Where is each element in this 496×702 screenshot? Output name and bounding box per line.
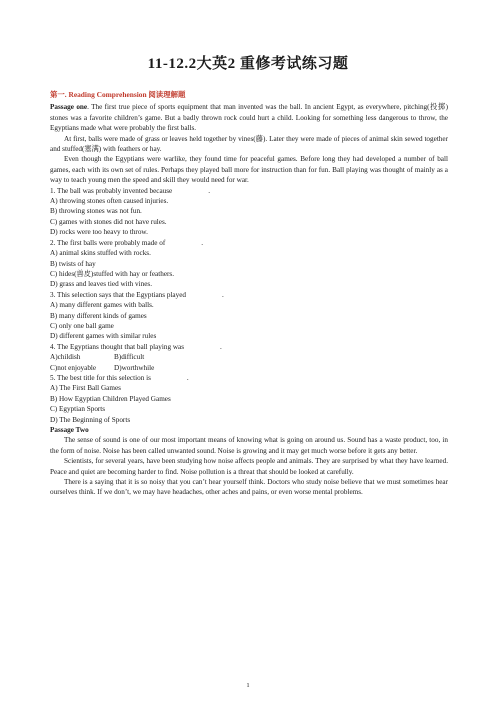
passage2-label: Passage Two <box>50 426 89 434</box>
question-4-options-row-1 <box>50 352 448 362</box>
question-3-option-b: B) many different kinds of games <box>50 311 147 320</box>
section-heading: 第一. Reading Comprehension 阅读理解题 <box>50 90 186 99</box>
page-number: 1 <box>246 682 250 689</box>
question-4-option-c: C)not enjoyable <box>50 363 97 372</box>
passage1-label: Passage one <box>50 103 88 112</box>
question-3-option-c: C) only one ball game <box>50 321 114 330</box>
question-2-option-c: C) hides(兽皮)stuffed with hay or feathers. <box>50 269 175 278</box>
passage2-paragraph-1: The sense of sound is one of our most important means of knowing what is going on around us. Sound has a waste product, too, in the form of noise. Noise has been called unwanted sound. Noise is growing and it may get much worse before it gets any better. <box>50 436 448 455</box>
question-4-option-b: B)difficult <box>114 353 145 362</box>
passage1-paragraph-2: At first, balls were made of grass or leaves held together by vines(藤). Later they were made of pieces of animal skin sewed together and stuffed(塞满) with feathers or hay. <box>50 134 448 154</box>
question-3-option-a: A) many different games with balls. <box>50 301 154 310</box>
question-5-option-c: C) Egyptian Sports <box>50 405 106 414</box>
question-4-stem: 4. The Egyptians thought that ball playing was . <box>50 342 222 351</box>
page-title: 11-12.2大英2 重修考试练习题 <box>147 56 349 72</box>
passage1-paragraph-3: Even though the Egyptians were warlike, they found time for peaceful games. Before long they had developed a number of ball games, each with its own set of rules. Perhaps they played ball more for instruction than for fun. Ball playing was thought of mainly as a way to teach young men the speed and skill they would need for war. <box>50 155 448 185</box>
passage1-paragraph-1 <box>50 102 448 133</box>
question-1-option-c: C) games with stones did not have rules. <box>50 217 167 226</box>
question-3-stem: 3. This selection says that the Egyptians played . <box>50 290 224 299</box>
question-5-option-a: A) The First Ball Games <box>50 384 121 393</box>
question-5-option-d: D) The Beginning of Sports <box>50 415 131 424</box>
passage2-paragraph-3: There is a saying that it is so noisy that you can’t hear yourself think. Doctors who study noise believe that we must sometimes hear ourselves think. If we don’t, we may have headaches, other aches and pains, or even worse mental problems. <box>50 478 448 497</box>
question-1-stem: 1. The ball was probably invented because . <box>50 186 211 195</box>
question-1-option-d: D) rocks were too heavy to throw. <box>50 228 148 237</box>
document-body <box>50 90 448 498</box>
question-5-option-b: B) How Egyptian Children Played Games <box>50 394 171 403</box>
question-3-option-d: D) different games with similar rules <box>50 332 157 341</box>
passage1-text-1: . The first true piece of sports equipment that man invented was the ball. In ancient Egypt, as everywhere, pitching(投掷) stones was a favorite children’s game. But a badly thrown rock could hurt a child. Looking for something less dangerous to throw, the Egyptians made what were probably the first balls. <box>50 103 448 133</box>
question-4-option-a: A)childish <box>50 353 81 362</box>
question-4-option-d: D)worthwhile <box>114 363 155 372</box>
question-5-stem: 5. The best title for this selection is . <box>50 373 189 382</box>
question-1-option-a: A) throwing stones often caused injuries. <box>50 197 169 206</box>
question-2-stem: 2. The first balls were probably made of . <box>50 238 204 247</box>
question-2-option-b: B) twists of hay <box>50 259 96 268</box>
passage2-paragraph-2: Scientists, for several years, have been studying how noise affects people and animals. They are surprised by what they have learned. Peace and quiet are becoming harder to find. Noise pollution is a threat that should be looked at carefully. <box>50 457 448 476</box>
question-1-option-b: B) throwing stones was not fun. <box>50 207 142 216</box>
question-2-option-d: D) grass and leaves tied with vines. <box>50 280 152 289</box>
question-4-options-row-2 <box>50 363 448 373</box>
question-2-option-a: A) animal skins stuffed with rocks. <box>50 249 151 258</box>
